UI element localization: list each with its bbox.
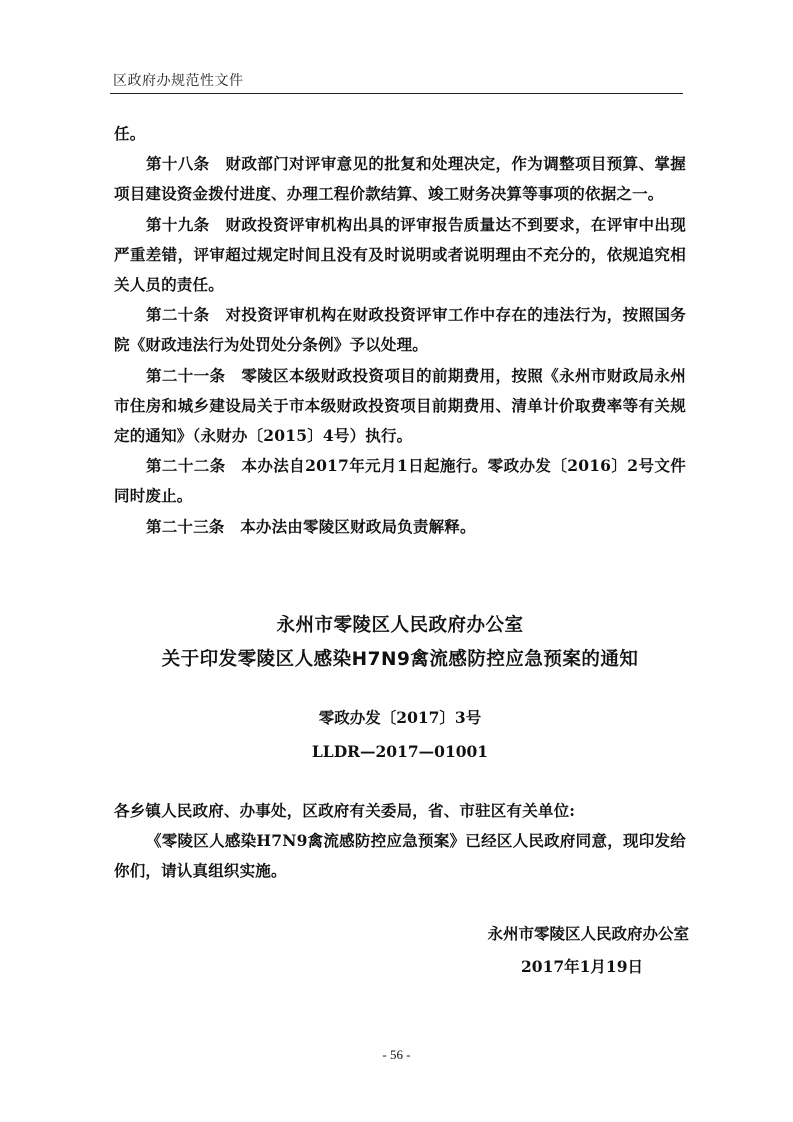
signature-block <box>487 917 689 983</box>
register-code: LLDR—2017—01001 <box>311 742 489 761</box>
article-23: 第二十三条 本办法由零陵区财政局负责解释。 <box>146 516 476 536</box>
notice-content: 《零陵区人感染H7N9禽流感防控应急预案》已经区人民政府同意，现印发给你们，请认真组织实施。 <box>114 831 686 881</box>
page-number: - 56 - <box>382 1047 411 1062</box>
issuer-name: 永州市零陵区人民政府办公室 <box>487 924 689 943</box>
article-21: 第二十一条 零陵区本级财政投资项目的前期费用，按照《永州市财政局永州市住房和城乡建设局关于市本级财政投资项目前期费用、清单计价取费率等有关规定的通知》（永财办〔2015〕4号）执行。 <box>114 365 686 446</box>
article-continuation: 任。 <box>114 124 146 143</box>
article-22: 第二十二条 本办法自2017年元月1日起施行。零政办发〔2016〕2号文件同时废止。 <box>114 456 686 506</box>
issue-date: 2017年1月19日 <box>521 957 643 976</box>
notice-recipients: 各乡镇人民政府、办事处，区政府有关委局，省、市驻区有关单位: <box>114 801 576 820</box>
notice-title-line-1: 永州市零陵区人民政府办公室 <box>276 615 524 636</box>
article-19: 第十九条 财政投资评审机构出具的评审报告质量达不到要求，在评审中出现严重差错，评审超过规定时间且没有及时说明或者说明理由不充分的，依规追究相关人员的责任。 <box>114 214 686 295</box>
header-divider <box>110 93 683 94</box>
regulation-articles <box>114 119 686 542</box>
notice-title <box>114 609 686 677</box>
document-number: 零政办发〔2017〕3号 <box>318 708 482 727</box>
article-20: 第二十条 对投资评审机构在财政投资评审工作中存在的违法行为，按照国务院《财政违法行为处罚处分条例》予以处理。 <box>114 305 686 355</box>
document-number-block <box>114 701 686 769</box>
notice-title-line-2: 关于印发零陵区人感染H7N9禽流感防控应急预案的通知 <box>161 649 639 670</box>
running-header: 区政府办规范性文件 <box>113 73 244 89</box>
article-18: 第十八条 财政部门对评审意见的批复和处理决定，作为调整项目预算、掌握项目建设资金拨付进度、办理工程价款结算、竣工财务决算等事项的依据之一。 <box>114 154 686 204</box>
notice-body <box>114 796 686 887</box>
